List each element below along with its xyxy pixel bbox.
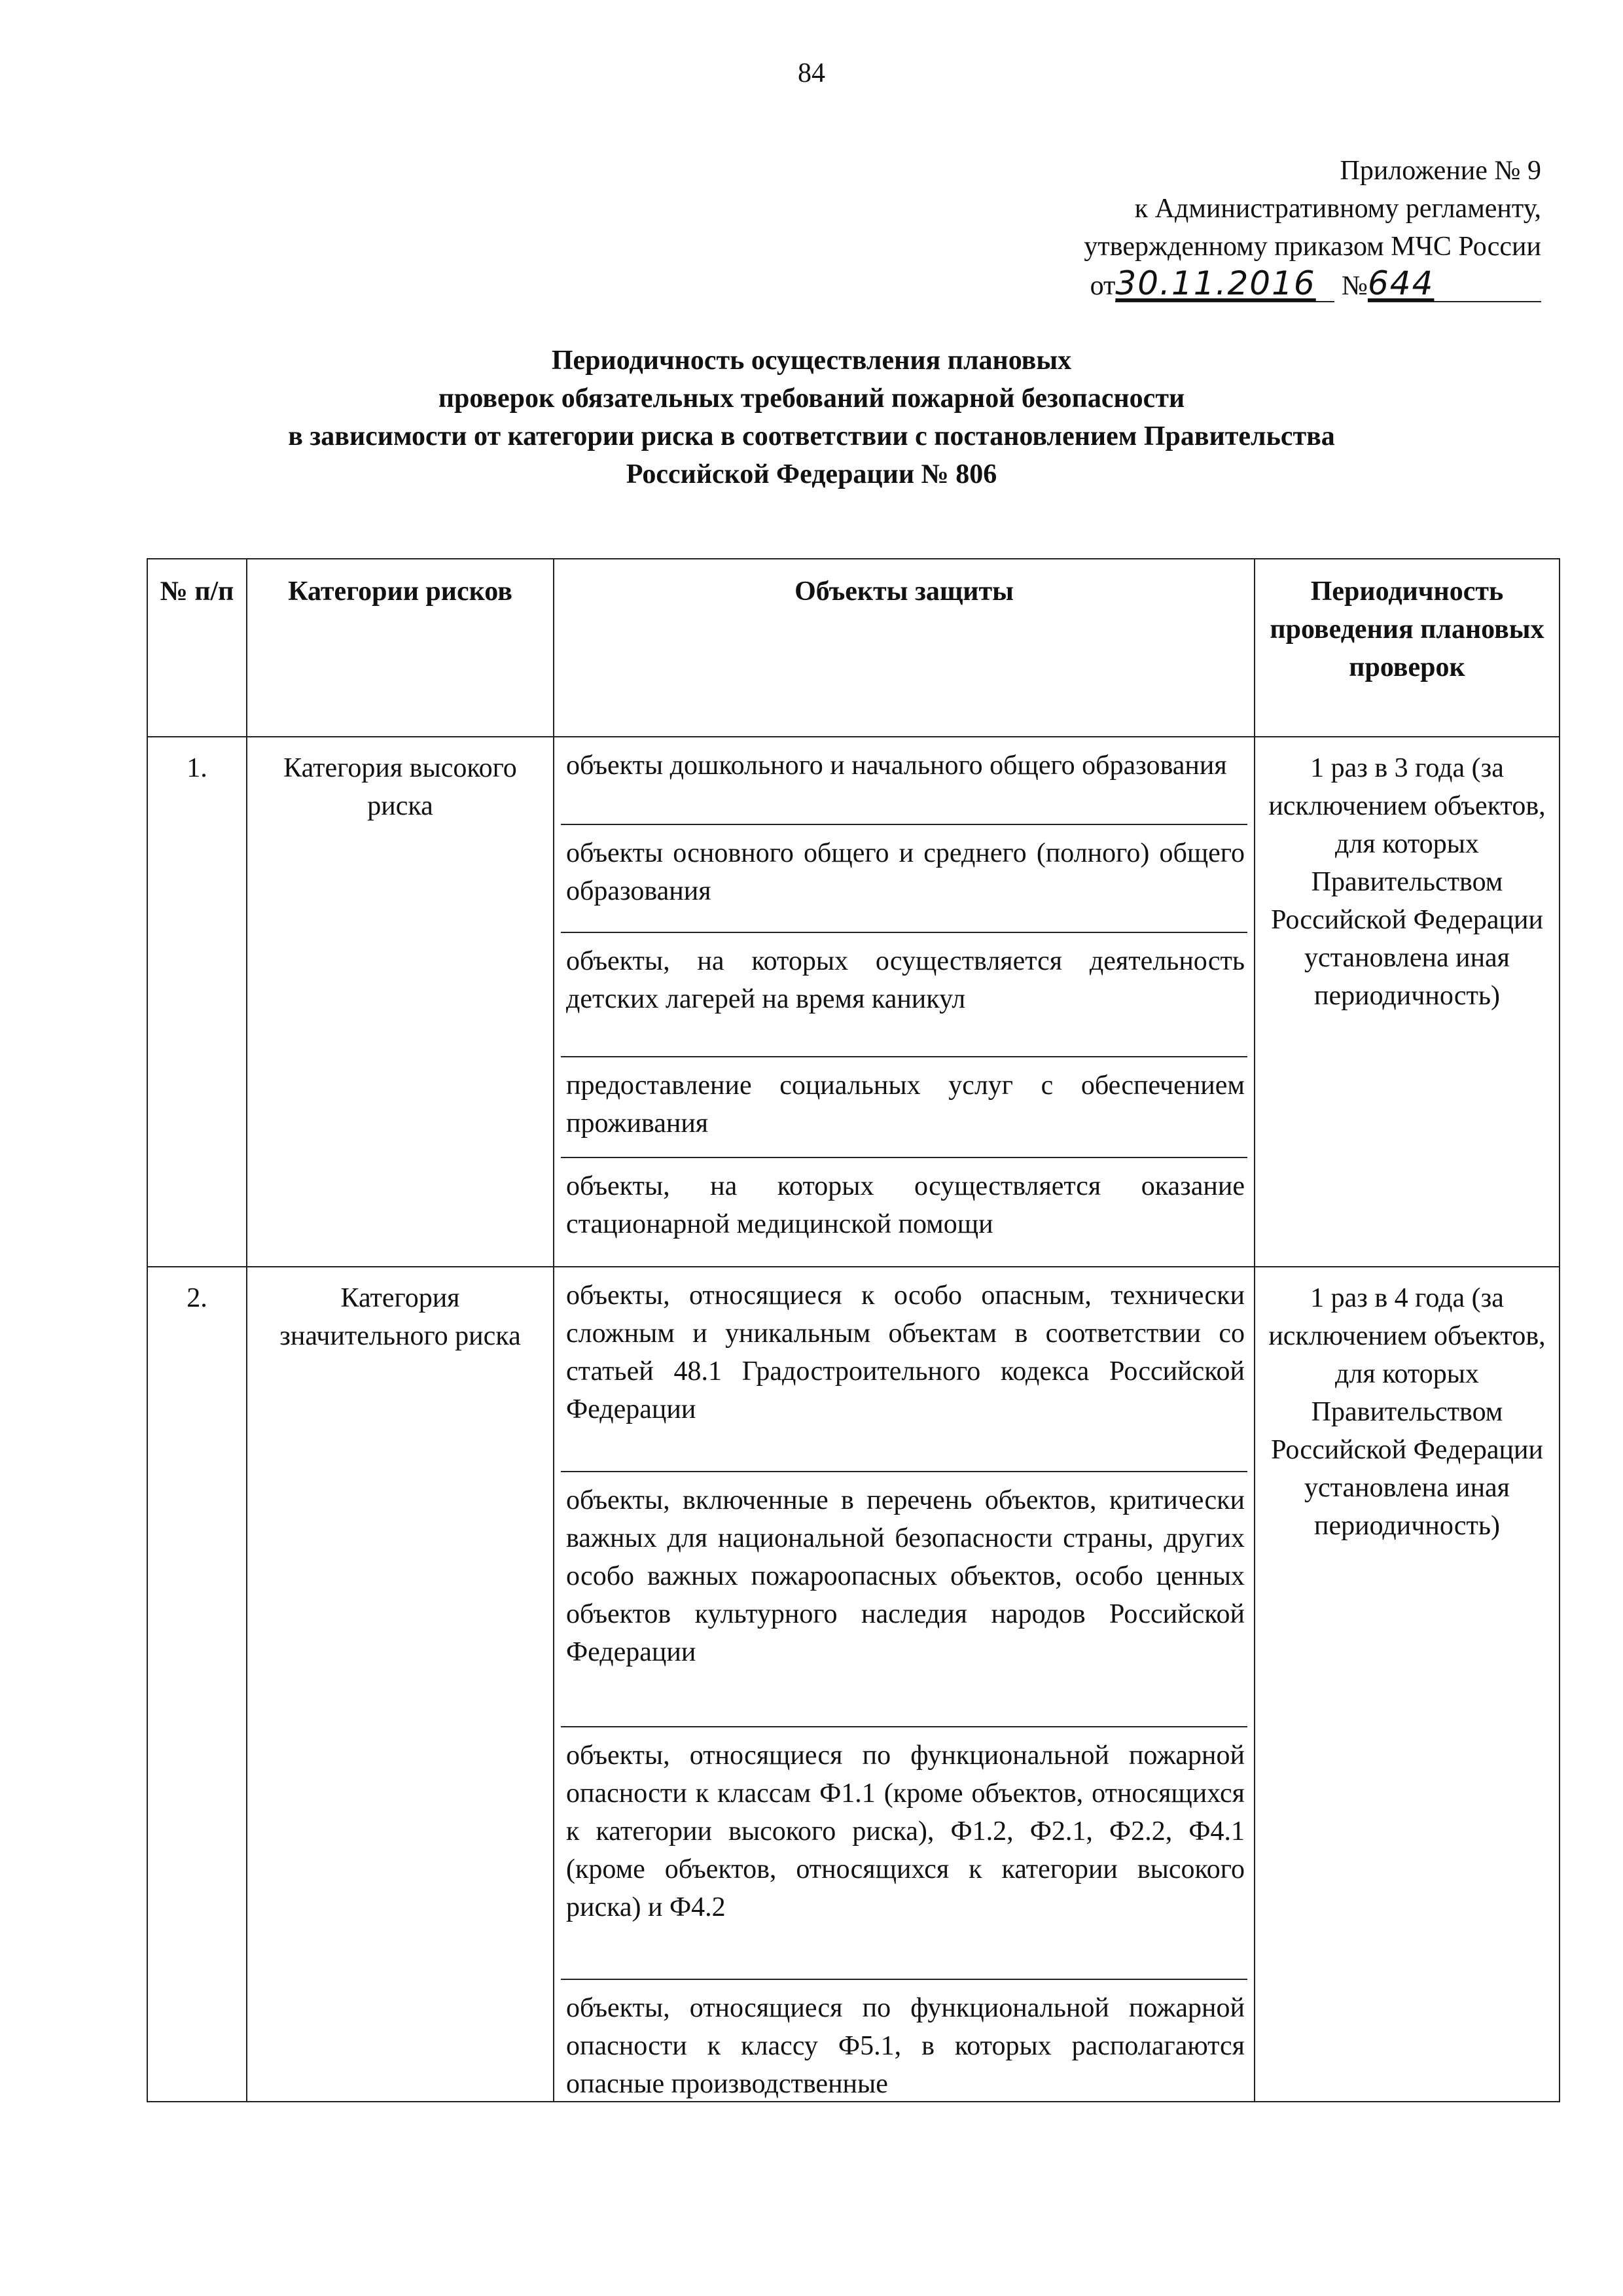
row-number: 2. — [147, 1267, 247, 2102]
appendix-line-2: к Административному регламенту, — [1134, 194, 1541, 224]
protected-objects — [554, 1267, 1255, 2102]
risk-periodicity-table — [147, 558, 1560, 2102]
object-item: объекты основного общего и среднего (полного) общего образования — [561, 825, 1247, 933]
object-item: объекты, на которых осуществляется оказание стационарной медицинской помощи — [566, 1171, 1245, 1239]
row-number: 1. — [147, 737, 247, 1267]
object-item: объекты, относящиеся к особо опасным, технически сложным и уникальным объектам в соответствии со статьей 48.1 Градостроительного кодекса Российской Федерации — [561, 1267, 1247, 1472]
date-prefix: от — [1090, 271, 1116, 301]
handwritten-order-number: 644 — [1368, 266, 1541, 302]
object-item: объекты, включенные в перечень объектов, критически важных для национальной безопасности страны, других особо важных пожароопасных объектов, особо ценных объектов культурного наследия народов Российской Федерации — [561, 1472, 1247, 1727]
title-line-3: в зависимости от категории риска в соответствии с постановлением Правительства — [288, 421, 1335, 451]
risk-category: Категория высокого риска — [247, 737, 554, 1267]
number-sign: № — [1341, 271, 1368, 301]
header-category: Категории рисков — [247, 559, 554, 737]
order-date-line — [1090, 266, 1541, 305]
appendix-line-1: Приложение № 9 — [1340, 156, 1541, 186]
header-period: Периодичность проведения плановых проверок — [1255, 559, 1560, 737]
risk-category: Категория значительного риска — [247, 1267, 554, 2102]
table-row — [147, 737, 1560, 1267]
protected-objects — [554, 737, 1255, 1267]
title-line-2: проверок обязательных требований пожарной безопасности — [438, 383, 1185, 414]
object-item: объекты, на которых осуществляется деятельность детских лагерей на время каникул — [561, 933, 1247, 1057]
title-line-1: Периодичность осуществления плановых — [551, 345, 1072, 376]
appendix-line-3: утвержденному приказом МЧС России — [1084, 232, 1541, 262]
title-line-4: Российской Федерации № 806 — [626, 459, 997, 489]
handwritten-date: 30.11.2016 — [1115, 266, 1334, 302]
object-item: объекты дошкольного и начального общего образования — [561, 737, 1247, 825]
header-objects: Объекты защиты — [554, 559, 1255, 737]
table-row — [147, 1267, 1560, 2102]
object-item: предоставление социальных услуг с обеспечением проживания — [561, 1057, 1247, 1158]
appendix-block — [1084, 152, 1541, 305]
inspection-periodicity: 1 раз в 3 года (за исключением объектов, для которых Правительством Российской Федерации установлена иная периодичность) — [1255, 737, 1560, 1267]
object-item: объекты, относящиеся по функциональной пожарной опасности к классу Ф5.1, в которых располагаются опасные производственные — [566, 1993, 1245, 2099]
header-num: № п/п — [147, 559, 247, 737]
document-title — [0, 342, 1623, 493]
inspection-periodicity: 1 раз в 4 года (за исключением объектов, для которых Правительством Российской Федерации установлена иная периодичность) — [1255, 1267, 1560, 2102]
page-number: 84 — [798, 58, 825, 88]
object-item: объекты, относящиеся по функциональной пожарной опасности к классам Ф1.1 (кроме объектов, относящихся к категории высокого риска), Ф1.2, Ф2.1, Ф2.2, Ф4.1 (кроме объектов, относящихся к категории высокого риска) и Ф4.2 — [561, 1727, 1247, 1980]
table-header-row — [147, 559, 1560, 737]
